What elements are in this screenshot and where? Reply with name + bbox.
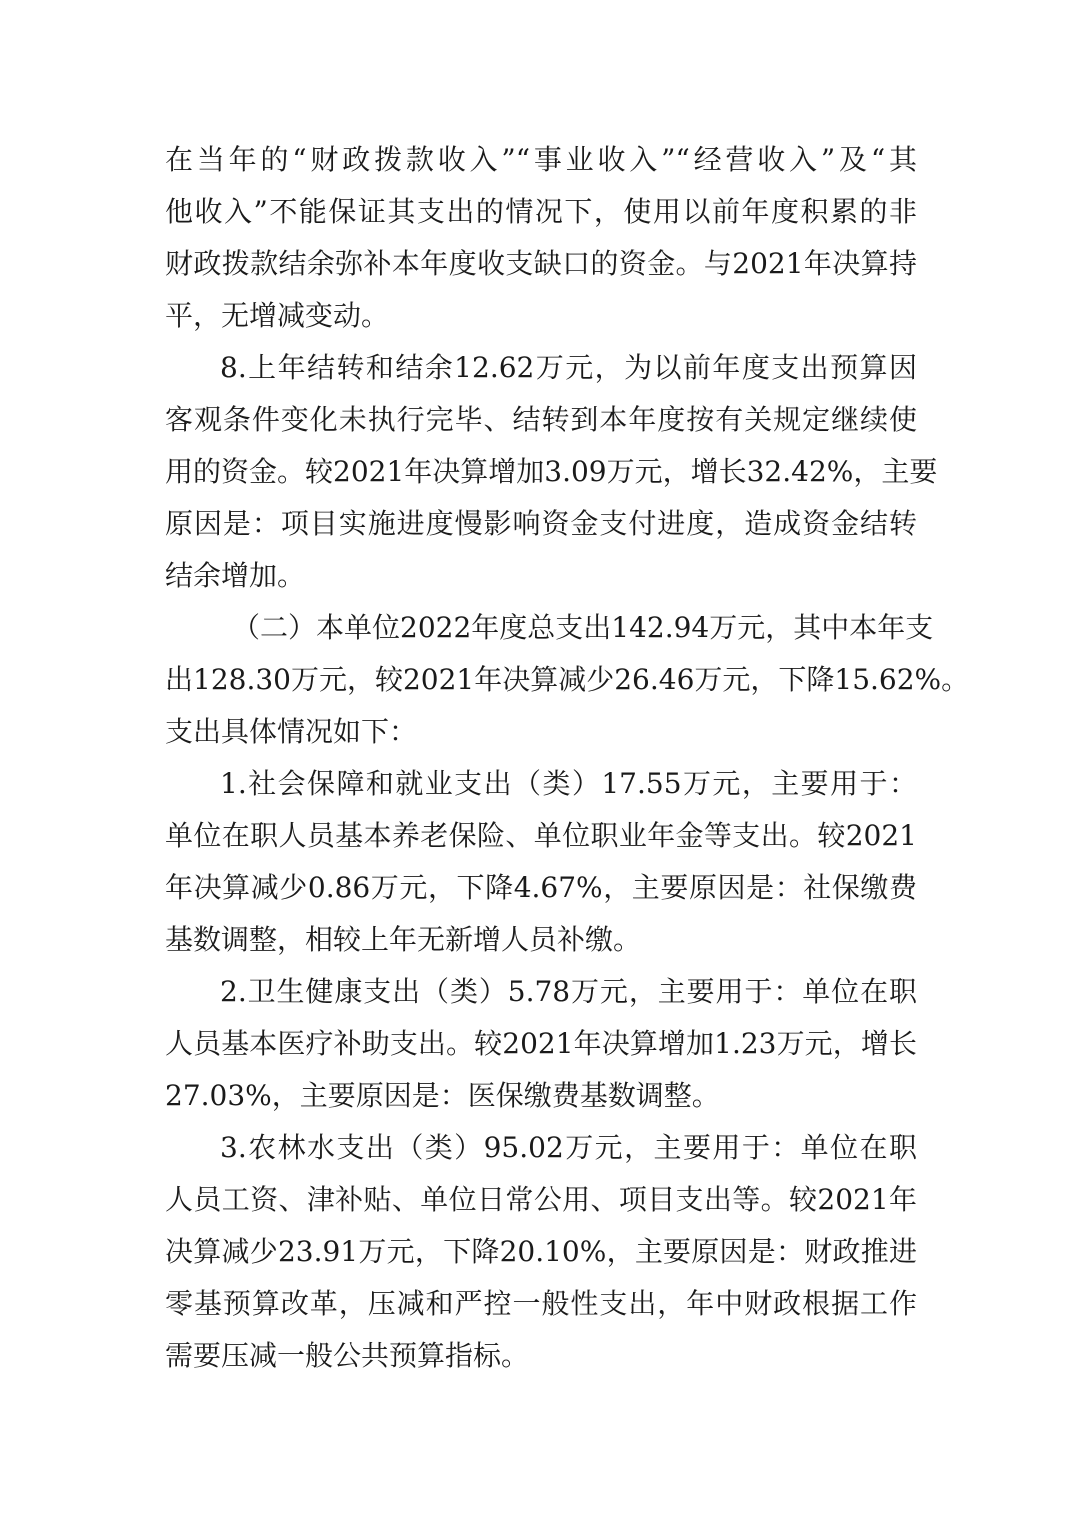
paragraph-line: 客观条件变化未执行完毕、结转到本年度按有关规定继续使: [165, 403, 917, 436]
paragraph-line: 财政拨款结余弥补本年度收支缺口的资金。与2021年决算持: [165, 247, 917, 280]
paragraph-line: 年决算减少0.86万元，下降4.67%，主要原因是：社保缴费: [165, 871, 917, 904]
paragraph-line: 3.农林水支出（类）95.02万元，主要用于：单位在职: [220, 1131, 917, 1164]
paragraph-line: 人员工资、津补贴、单位日常公用、项目支出等。较2021年: [165, 1183, 917, 1216]
paragraph-line: （二）本单位2022年度总支出142.94万元，其中本年支: [232, 611, 934, 644]
paragraph-line: 平，无增减变动。: [165, 299, 390, 332]
paragraph-line: 原因是：项目实施进度慢影响资金支付进度，造成资金结转: [165, 507, 917, 540]
paragraph-line: 人员基本医疗补助支出。较2021年决算增加1.23万元，增长: [165, 1027, 917, 1060]
paragraph-line: 需要压减一般公共预算指标。: [165, 1339, 530, 1372]
paragraph-line: 2.卫生健康支出（类）5.78万元，主要用于：单位在职: [220, 975, 917, 1008]
paragraph-line: 8.上年结转和结余12.62万元，为以前年度支出预算因: [220, 351, 917, 384]
paragraph-line: 27.03%，主要原因是：医保缴费基数调整。: [165, 1079, 720, 1112]
paragraph-line: 用的资金。较2021年决算增加3.09万元，增长32.42%，主要: [165, 455, 938, 488]
paragraph-line: 支出具体情况如下：: [165, 715, 418, 748]
paragraph-line: 结余增加。: [165, 559, 306, 592]
paragraph-line: 出128.30万元，较2021年决算减少26.46万元，下降15.62%。: [165, 663, 970, 696]
paragraph-line: 决算减少23.91万元，下降20.10%，主要原因是：财政推进: [165, 1235, 917, 1268]
paragraph-line: 他收入”不能保证其支出的情况下，使用以前年度积累的非: [165, 195, 917, 228]
paragraph-line: 单位在职人员基本养老保险、单位职业年金等支出。较2021: [165, 819, 917, 852]
paragraph-line: 在当年的“财政拨款收入”“事业收入”“经营收入”及“其: [165, 143, 917, 176]
paragraph-line: 基数调整，相较上年无新增人员补缴。: [165, 923, 642, 956]
paragraph-line: 1.社会保障和就业支出（类）17.55万元，主要用于：: [220, 767, 917, 800]
paragraph-line: 零基预算改革，压减和严控一般性支出，年中财政根据工作: [165, 1287, 917, 1320]
